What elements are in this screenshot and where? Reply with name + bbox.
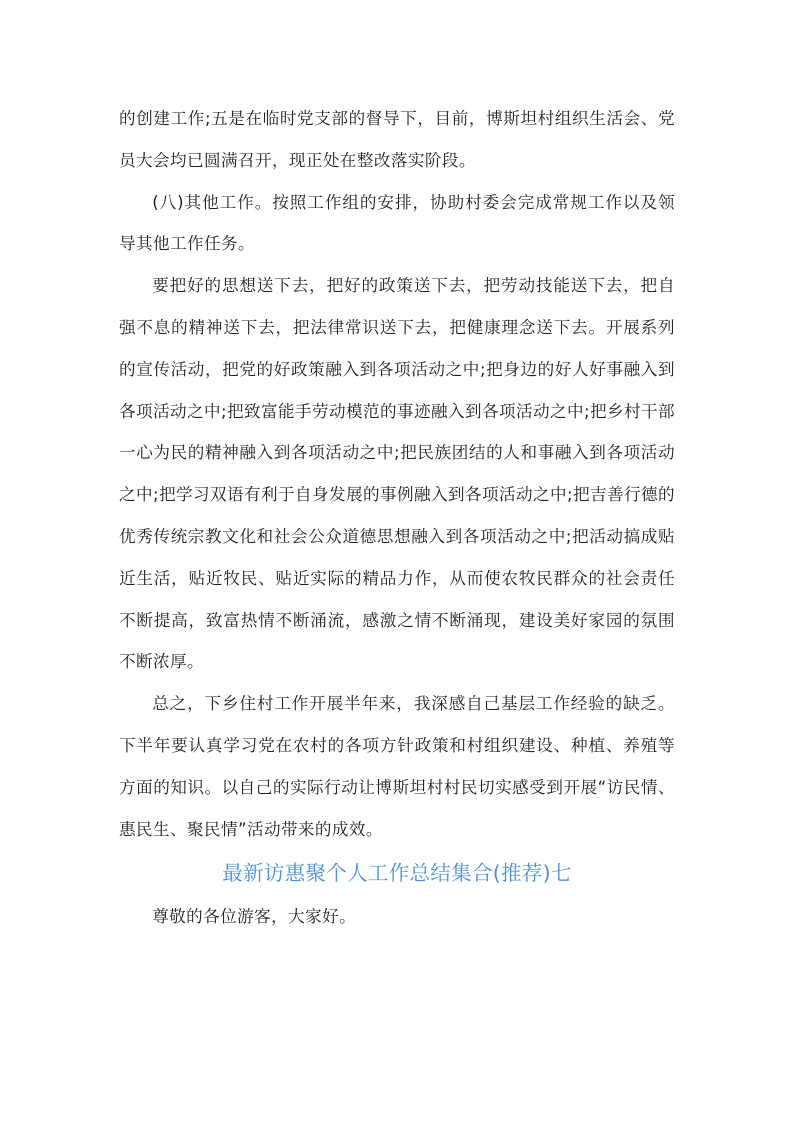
paragraph-3: 要把好的思想送下去，把好的政策送下去，把劳动技能送下去，把自强不息的精神送下去，把法律常识送下去，把健康理念送下去。开展系列的宣传活动，把党的好政策融入到各项活动之中;把身边的好人好事融入到各项活动之中;把致富能手劳动模范的事迹融入到各项活动之中;把乡村干部一心为民的精神融入到各项活动之中;把民族团结的人和事融入到各项活动之中;把学习双语有利于自身发展的事例融入到各项活动之中;把吉善行德的优秀传统宗教文化和社会公众道德思想融入到各项活动之中;把活动搞成贴近生活，贴近牧民、贴近实际的精品力作，从而使农牧民群众的社会责任不断提高，致富热情不断涌流，感激之情不断涌现，建设美好家园的氛围不断浓厚。 [119,276,675,672]
paragraph-5: 尊敬的各位游客，大家好。 [152,907,357,927]
paragraph-1: 的创建工作;五是在临时党支部的督导下，目前，博斯坦村组织生活会、党员大会均已圆满召开，现正处在整改落实阶段。 [119,109,675,170]
paragraph-4: 总之，下乡住村工作开展半年来，我深感自己基层工作经验的缺乏。下半年要认真学习党在农村的各项方针政策和村组织建设、种植、养殖等方面的知识。以自己的实际行动让博斯坦村村民切实感受到开展“访民情、惠民生、聚民情”活动带来的成效。 [119,694,675,839]
section-heading: 最新访惠聚个人工作总结集合(推荐)七 [222,861,572,886]
paragraph-2: (八)其他工作。按照工作组的安排，协助村委会完成常规工作以及领导其他工作任务。 [119,192,675,254]
document-content [119,98,675,938]
